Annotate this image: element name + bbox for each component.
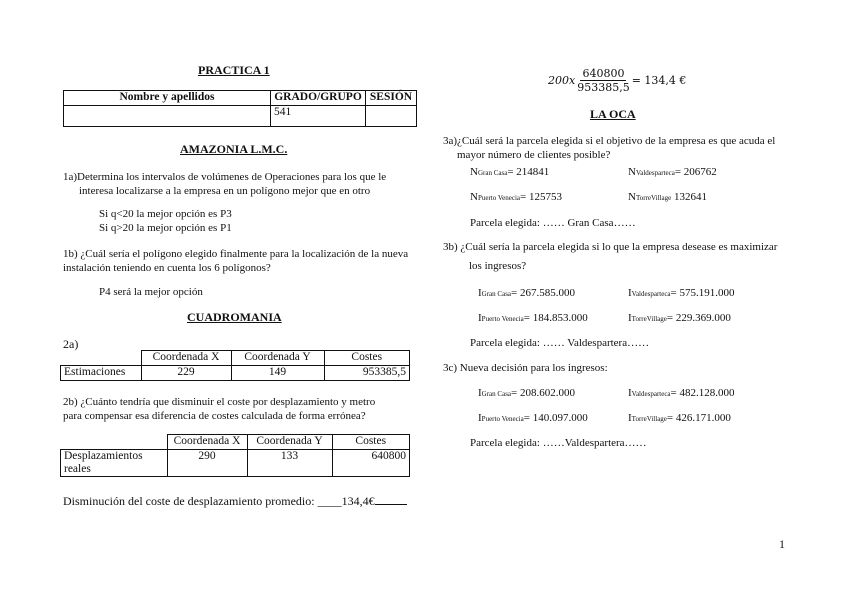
header-grado: GRADO/GRUPO [271, 91, 366, 106]
q2b-line2: para compensar esa diferencia de costes calculada de forma errónea? [63, 410, 366, 422]
ic-valdesparteca [628, 386, 735, 401]
i-letter: I [628, 287, 632, 299]
table1-header-costes: Costes [324, 351, 410, 366]
i-sub: Puerto Venecia [481, 315, 524, 323]
table1-blank [61, 351, 142, 366]
answer-2b [63, 494, 407, 509]
cell-nombre [64, 106, 271, 127]
n-torrevillage [628, 190, 707, 205]
formula-fraction [577, 67, 630, 94]
desplazamientos-table [60, 434, 410, 477]
q1b-line2: instalación teniendo en cuenta los 6 polígonos? [63, 262, 271, 274]
table2-blank [61, 435, 168, 450]
header-sesion: SESIÓN [366, 91, 417, 106]
a1a-line1: Si q<20 la mejor opción es P3 [99, 208, 232, 220]
q2b-text [63, 395, 423, 423]
n-value: = 214841 [507, 166, 550, 178]
table1-row-label: Estimaciones [61, 366, 142, 381]
i-sub: Valdesparteca [631, 390, 671, 398]
a1b-answer: P4 será la mejor opción [99, 286, 203, 298]
n-valdesparteca [628, 165, 717, 180]
choice-3c-value: : ……Valdespartera…… [536, 437, 647, 449]
n-puerto-venecia [470, 190, 562, 205]
i-sub: Gran Casa [481, 290, 512, 298]
q3b-line2: los ingresos? [469, 260, 527, 272]
i-letter: I [478, 387, 482, 399]
choice-3c-label: Parcela elegida [470, 437, 537, 449]
answer-2b-prefix: ____ [317, 494, 342, 508]
table2-row-label: Desplazamientos reales [61, 450, 168, 477]
q2a-label: 2a) [63, 337, 79, 351]
ib-torrevillage [628, 311, 731, 326]
answer-2b-value: 134,4€ [341, 494, 375, 508]
n-value: 132641 [673, 191, 707, 203]
i-value: = 267.585.000 [511, 287, 575, 299]
i-letter: I [478, 312, 482, 324]
formula-numerator: 640800 [582, 67, 625, 80]
i-sub: TorreVillage [631, 315, 667, 323]
estimaciones-table [60, 350, 410, 381]
choice-3b-value: : …… Valdespartera…… [536, 337, 650, 349]
oca-title: LA OCA [590, 107, 636, 121]
choice-3b [470, 336, 649, 350]
n-letter: N [628, 191, 636, 203]
table2-x: 290 [167, 450, 247, 477]
ib-valdesparteca [628, 286, 735, 301]
n-letter: N [470, 166, 478, 178]
i-sub: Valdesparteca [631, 290, 671, 298]
i-value: = 140.097.000 [523, 412, 588, 424]
i-letter: I [628, 387, 632, 399]
q3a-text [443, 134, 818, 162]
choice-3c [470, 436, 647, 450]
n-gran-casa [470, 165, 549, 180]
cuadromania-title: CUADROMANIA [187, 310, 282, 324]
ib-gran-casa [478, 286, 575, 301]
q3c-text: 3c) Nueva decisión para los ingresos: [443, 362, 608, 374]
practica-title: PRACTICA 1 [198, 63, 270, 77]
table1-y: 149 [231, 366, 324, 381]
amazonia-title: AMAZONIA L.M.C. [180, 142, 288, 156]
i-sub: Puerto Venecia [481, 415, 524, 423]
i-letter: I [628, 312, 632, 324]
n-letter: N [470, 191, 478, 203]
table1-x: 229 [141, 366, 231, 381]
n-sub: Gran Casa [477, 169, 508, 177]
q1a-line1: 1a)Determina los intervalos de volúmenes de Operaciones para los que le [63, 171, 387, 183]
choice-3b-label: Parcela elegida [470, 337, 537, 349]
n-value: = 206762 [674, 166, 717, 178]
q1b-line1: 1b) ¿Cuál sería el polígono elegido finalmente para la localización de la nueva [63, 248, 409, 260]
table2-header-x: Coordenada X [167, 435, 247, 450]
i-value: = 482.128.000 [670, 387, 735, 399]
answer-2b-label: Disminución del coste de desplazamiento promedio: [63, 494, 318, 508]
n-sub: Valdesparteca [635, 169, 675, 177]
i-letter: I [628, 412, 632, 424]
table2-y: 133 [247, 450, 332, 477]
table1-costes: 953385,5 [324, 366, 410, 381]
table2-header-y: Coordenada Y [247, 435, 332, 450]
i-sub: Gran Casa [481, 390, 512, 398]
formula-result: = 134,4 € [631, 74, 687, 87]
n-sub: TorreVillage [635, 194, 672, 202]
i-value: = 229.369.000 [666, 312, 731, 324]
q3a-line2: mayor número de clientes posible? [457, 149, 611, 161]
i-sub: TorreVillage [631, 415, 667, 423]
choice-3a [470, 216, 636, 230]
q1a-text [63, 170, 423, 198]
header-nombre: Nombre y apellidos [64, 91, 271, 106]
student-id-table [63, 90, 417, 127]
table1-header-x: Coordenada X [141, 351, 231, 366]
q3b-text [443, 240, 823, 273]
ic-torrevillage [628, 411, 731, 426]
cell-sesion [366, 106, 417, 127]
ib-puerto-venecia [478, 311, 588, 326]
choice-3a-label: Parcela elegida [470, 217, 537, 229]
i-value: = 575.191.000 [670, 287, 735, 299]
a1a-line2: Si q>20 la mejor opción es P1 [99, 222, 232, 234]
page-number: 1 [779, 537, 785, 551]
q2b-line1: 2b) ¿Cuánto tendría que disminuir el coste por desplazamiento y metro [63, 396, 376, 408]
q1b-text [63, 247, 433, 275]
a1a-answer [99, 207, 232, 235]
i-value: = 184.853.000 [523, 312, 588, 324]
i-value: = 426.171.000 [666, 412, 731, 424]
q3b-line1: 3b) ¿Cuál sería la parcela elegida si lo que la empresa desease es maximizar [443, 241, 778, 253]
choice-3a-value: : …… Gran Casa…… [536, 217, 636, 229]
n-sub: Puerto Venecia [477, 194, 521, 202]
table2-costes: 640800 [332, 450, 410, 477]
table2-header-costes: Costes [332, 435, 410, 450]
cell-grado: 541 [271, 106, 366, 127]
i-letter: I [478, 287, 482, 299]
formula-lead: 200x [548, 74, 576, 87]
n-value: = 125753 [520, 191, 562, 203]
n-letter: N [628, 166, 636, 178]
q3a-line1: 3a)¿Cuál será la parcela elegida si el objetivo de la empresa es que acuda el [443, 135, 776, 147]
i-letter: I [478, 412, 482, 424]
q1a-line2: interesa localizarse a la empresa en un polígono mejor que en otro [79, 185, 371, 197]
answer-2b-underline [375, 504, 407, 505]
ic-puerto-venecia [478, 411, 588, 426]
formula [548, 67, 686, 94]
ic-gran-casa [478, 386, 575, 401]
i-value: = 208.602.000 [511, 387, 575, 399]
formula-denominator: 953385,5 [577, 81, 630, 94]
table1-header-y: Coordenada Y [231, 351, 324, 366]
